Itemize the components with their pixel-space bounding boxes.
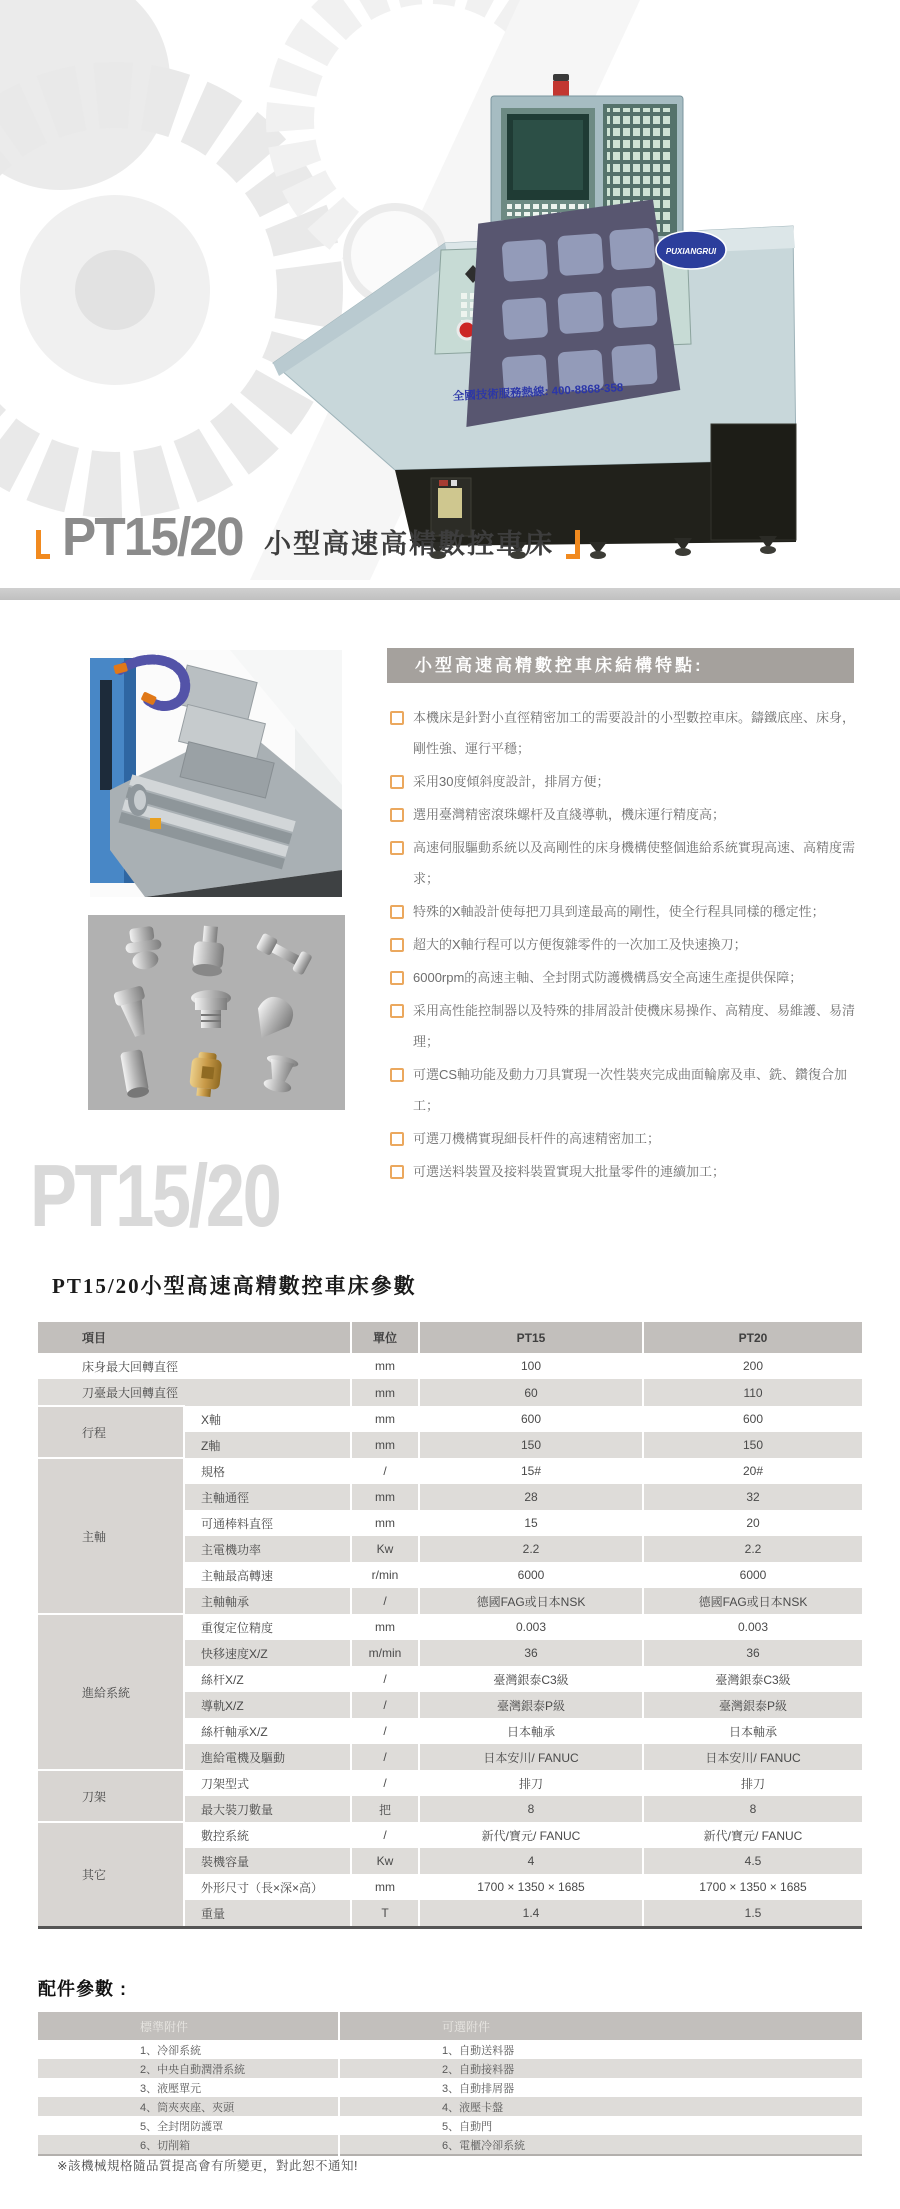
- spec-row: [38, 1614, 862, 1640]
- spec-value-pt20: 150: [643, 1432, 862, 1458]
- spec-item-label: 主電機功率: [184, 1536, 351, 1562]
- spec-value-pt15: 15#: [419, 1458, 643, 1484]
- bullet-square-icon: [390, 905, 404, 919]
- spec-value-pt20: 臺灣銀泰P級: [643, 1692, 862, 1718]
- bullet-square-icon: [390, 775, 404, 789]
- spec-unit: /: [351, 1718, 419, 1744]
- spec-item-label: X軸: [184, 1406, 351, 1432]
- bullet-square-icon: [390, 1132, 404, 1146]
- features-list: [390, 702, 862, 1189]
- spec-value-pt20: 0.003: [643, 1614, 862, 1640]
- feature-text: 可選刀機構實現細長杆件的高速精密加工；: [413, 1131, 661, 1146]
- feature-text: 高速伺服驅動系統以及高剛性的床身機構使整個進給系統實現高速、高精度需求；: [413, 840, 856, 886]
- features-header: 小型高速高精數控車床結構特點:: [387, 648, 854, 683]
- spec-value-pt15: 日本安川/ FANUC: [419, 1744, 643, 1770]
- accessory-header-row: [38, 2012, 862, 2040]
- feature-item: [390, 1123, 862, 1154]
- optional-accessory: 5、自動門: [339, 2116, 862, 2135]
- accessories-section: [38, 2012, 862, 2156]
- spec-value-pt20: 2.2: [643, 1536, 862, 1562]
- spec-item-label: 可通棒料直徑: [184, 1510, 351, 1536]
- spec-item-label: Z軸: [184, 1432, 351, 1458]
- standard-accessory: 4、筒夾夾座、夾頭: [38, 2097, 339, 2116]
- optional-accessory: 3、自動排屑器: [339, 2078, 862, 2097]
- spec-item-label: 重復定位精度: [184, 1614, 351, 1640]
- spec-group-label: 進給系統: [38, 1614, 184, 1770]
- spec-item-label: 刀臺最大回轉直徑: [38, 1379, 351, 1406]
- feature-text: 采用30度傾斜度設計，排屑方便；: [413, 774, 610, 789]
- spec-unit: /: [351, 1458, 419, 1484]
- spec-item-label: 主軸最高轉速: [184, 1562, 351, 1588]
- standard-accessory: 1、冷卻系統: [38, 2040, 339, 2059]
- accessories-table: [38, 2012, 862, 2156]
- standard-accessory: 3、液壓單元: [38, 2078, 339, 2097]
- brand-logo-icon: [656, 231, 726, 269]
- spec-value-pt15: 0.003: [419, 1614, 643, 1640]
- feature-text: 選用臺灣精密滾珠螺杆及直綫導軌，機床運行精度高；: [413, 807, 726, 822]
- spec-value-pt15: 排刀: [419, 1770, 643, 1796]
- specs-section: [38, 1322, 862, 1929]
- accessory-row: [38, 2135, 862, 2155]
- spec-header-row: [38, 1322, 862, 1353]
- spec-value-pt20: 4.5: [643, 1848, 862, 1874]
- spec-unit: r/min: [351, 1562, 419, 1588]
- spec-unit: /: [351, 1588, 419, 1614]
- spec-col-item: 項目: [38, 1322, 351, 1353]
- watermark-text: PT15/20: [30, 1146, 280, 1245]
- product-model: PT15/20: [62, 507, 243, 568]
- spec-row: [38, 1770, 862, 1796]
- hero-section: [0, 0, 900, 600]
- spec-value-pt15: 600: [419, 1406, 643, 1432]
- bullet-square-icon: [390, 841, 404, 855]
- accessory-col-standard: 標準附件: [38, 2012, 339, 2040]
- bullet-square-icon: [390, 1004, 404, 1018]
- accessory-row: [38, 2116, 862, 2135]
- spec-item-label: 規格: [184, 1458, 351, 1484]
- spec-unit: /: [351, 1770, 419, 1796]
- accessory-row: [38, 2078, 862, 2097]
- spec-value-pt15: 100: [419, 1353, 643, 1379]
- spec-value-pt15: 6000: [419, 1562, 643, 1588]
- spec-item-label: 最大裝刀數量: [184, 1796, 351, 1822]
- spec-value-pt15: 36: [419, 1640, 643, 1666]
- accessory-col-optional: 可選附件: [339, 2012, 862, 2040]
- feature-item: [390, 799, 862, 830]
- machined-parts-image: [88, 915, 345, 1110]
- feature-item: [390, 995, 862, 1057]
- spec-unit: mm: [351, 1432, 419, 1458]
- right-bracket-icon: [566, 530, 580, 559]
- feature-text: 特殊的X軸設計使每把刀具到達最高的剛性，使全行程具同樣的穩定性；: [413, 904, 825, 919]
- spec-group-label: 刀架: [38, 1770, 184, 1822]
- feature-item: [390, 962, 862, 993]
- spec-value-pt15: 2.2: [419, 1536, 643, 1562]
- spec-value-pt15: 1.4: [419, 1900, 643, 1928]
- spec-row: [38, 1379, 862, 1406]
- hotline-text: 全國技術服務熱線: 400-8868-358: [452, 382, 624, 403]
- spec-value-pt20: 200: [643, 1353, 862, 1379]
- optional-accessory: 6、電櫃冷卻系統: [339, 2135, 862, 2155]
- spec-value-pt20: 20#: [643, 1458, 862, 1484]
- optional-accessory: 4、液壓卡盤: [339, 2097, 862, 2116]
- spec-unit: mm: [351, 1510, 419, 1536]
- feature-item: [390, 1156, 862, 1187]
- spec-group-label: 行程: [38, 1406, 184, 1458]
- spec-value-pt20: 110: [643, 1379, 862, 1406]
- spec-unit: T: [351, 1900, 419, 1928]
- spec-item-label: 數控系統: [184, 1822, 351, 1848]
- section-divider: [0, 588, 900, 600]
- bullet-square-icon: [390, 938, 404, 952]
- spec-value-pt15: 4: [419, 1848, 643, 1874]
- spec-value-pt15: 臺灣銀泰P級: [419, 1692, 643, 1718]
- spec-value-pt15: 150: [419, 1432, 643, 1458]
- spec-unit: mm: [351, 1379, 419, 1406]
- specs-table: [38, 1322, 862, 1929]
- spec-value-pt20: 日本安川/ FANUC: [643, 1744, 862, 1770]
- spec-unit: /: [351, 1822, 419, 1848]
- spec-row: [38, 1406, 862, 1432]
- spec-value-pt20: 新代/寶元/ FANUC: [643, 1822, 862, 1848]
- footer-note: ※該機械規格隨品質提高會有所變更，對此恕不通知!: [57, 2159, 358, 2173]
- spec-value-pt15: 日本軸承: [419, 1718, 643, 1744]
- spec-unit: Kw: [351, 1536, 419, 1562]
- spec-item-label: 重量: [184, 1900, 351, 1928]
- spec-value-pt20: 600: [643, 1406, 862, 1432]
- bullet-square-icon: [390, 711, 404, 725]
- spec-item-label: 裝機容量: [184, 1848, 351, 1874]
- bullet-square-icon: [390, 1165, 404, 1179]
- spec-item-label: 主軸通徑: [184, 1484, 351, 1510]
- spec-unit: mm: [351, 1874, 419, 1900]
- spec-group-label: 主軸: [38, 1458, 184, 1614]
- spec-unit: /: [351, 1666, 419, 1692]
- standard-accessory: 5、全封閉防護罩: [38, 2116, 339, 2135]
- spec-unit: /: [351, 1744, 419, 1770]
- bullet-square-icon: [390, 1068, 404, 1082]
- spec-value-pt20: 日本軸承: [643, 1718, 862, 1744]
- standard-accessory: 6、切削箱: [38, 2135, 339, 2155]
- spec-value-pt20: 8: [643, 1796, 862, 1822]
- feature-text: 可選送料裝置及接料裝置實現大批量零件的連續加工；: [413, 1164, 726, 1179]
- spec-value-pt20: 20: [643, 1510, 862, 1536]
- spec-value-pt20: 1.5: [643, 1900, 862, 1928]
- accessories-title: 配件參數 :: [38, 1979, 127, 1999]
- feature-text: 本機床是針對小直徑精密加工的需要設計的小型數控車床。鑄鐵底座、床身，剛性強、運行平穩；: [413, 710, 856, 756]
- feature-item: [390, 1059, 862, 1121]
- spec-item-label: 床身最大回轉直徑: [38, 1353, 351, 1379]
- spec-value-pt15: 1700 × 1350 × 1685: [419, 1874, 643, 1900]
- spec-row: [38, 1822, 862, 1848]
- spec-unit: /: [351, 1692, 419, 1718]
- left-bracket-icon: [36, 530, 50, 559]
- spec-unit: m/min: [351, 1640, 419, 1666]
- spec-item-label: 快移速度X/Z: [184, 1640, 351, 1666]
- product-subtitle: 小型高速高精數控車床: [264, 529, 555, 559]
- feature-item: [390, 766, 862, 797]
- spec-value-pt15: 臺灣銀泰C3級: [419, 1666, 643, 1692]
- product-title: [36, 505, 580, 568]
- machine-interior-image: [90, 650, 342, 897]
- spec-unit: Kw: [351, 1848, 419, 1874]
- spec-table-body: [38, 1353, 862, 1928]
- spec-row: [38, 1353, 862, 1379]
- specs-title: PT15/20小型高速高精數控車床參數: [52, 1274, 417, 1298]
- spec-item-label: 導軌X/Z: [184, 1692, 351, 1718]
- spec-item-label: 刀架型式: [184, 1770, 351, 1796]
- spec-value-pt15: 8: [419, 1796, 643, 1822]
- spec-value-pt20: 臺灣銀泰C3級: [643, 1666, 862, 1692]
- spec-item-label: 外形尺寸（長×深×高）: [184, 1874, 351, 1900]
- feature-text: 超大的X軸行程可以方便復雜零件的一次加工及快速換刀；: [413, 937, 747, 952]
- spec-value-pt15: 60: [419, 1379, 643, 1406]
- feature-text: 可選CS軸功能及動力刀具實現一次性裝夾完成曲面輪廓及車、銑、鑽復合加工；: [413, 1067, 848, 1113]
- optional-accessory: 1、自動送料器: [339, 2040, 862, 2059]
- optional-accessory: 2、自動接料器: [339, 2059, 862, 2078]
- spec-value-pt15: 新代/寶元/ FANUC: [419, 1822, 643, 1848]
- spec-unit: mm: [351, 1614, 419, 1640]
- accessory-row: [38, 2040, 862, 2059]
- feature-text: 6000rpm的高速主軸、全封閉式防護機構爲安全高速生產提供保障；: [413, 970, 803, 985]
- spec-item-label: 主軸軸承: [184, 1588, 351, 1614]
- feature-item: [390, 702, 862, 764]
- spec-value-pt20: 32: [643, 1484, 862, 1510]
- feature-item: [390, 929, 862, 960]
- spec-value-pt20: 6000: [643, 1562, 862, 1588]
- accessory-row: [38, 2059, 862, 2078]
- spec-value-pt20: 36: [643, 1640, 862, 1666]
- spec-value-pt15: 德國FAG或日本NSK: [419, 1588, 643, 1614]
- spec-col-pt20: PT20: [643, 1322, 862, 1353]
- spec-item-label: 進給電機及驅動: [184, 1744, 351, 1770]
- standard-accessory: 2、中央自動潤滑系統: [38, 2059, 339, 2078]
- spec-col-pt15: PT15: [419, 1322, 643, 1353]
- spec-col-unit: 單位: [351, 1322, 419, 1353]
- machine-photo: [263, 68, 803, 563]
- spec-value-pt20: 德國FAG或日本NSK: [643, 1588, 862, 1614]
- spec-value-pt20: 排刀: [643, 1770, 862, 1796]
- spec-unit: mm: [351, 1406, 419, 1432]
- bullet-square-icon: [390, 971, 404, 985]
- spec-unit: 把: [351, 1796, 419, 1822]
- spec-item-label: 絲杆軸承X/Z: [184, 1718, 351, 1744]
- feature-item: [390, 896, 862, 927]
- spec-unit: mm: [351, 1353, 419, 1379]
- spec-group-label: 其它: [38, 1822, 184, 1928]
- spec-value-pt15: 28: [419, 1484, 643, 1510]
- bullet-square-icon: [390, 808, 404, 822]
- spec-value-pt20: 1700 × 1350 × 1685: [643, 1874, 862, 1900]
- spec-row: [38, 1458, 862, 1484]
- feature-text: 采用高性能控制器以及特殊的排屑設計使機床易操作、高精度、易維護、易清理；: [413, 1003, 856, 1049]
- spec-value-pt15: 15: [419, 1510, 643, 1536]
- spec-item-label: 絲杆X/Z: [184, 1666, 351, 1692]
- logo-text: PUXIANGRUI: [665, 247, 717, 256]
- accessory-row: [38, 2097, 862, 2116]
- feature-item: [390, 832, 862, 894]
- spec-unit: mm: [351, 1484, 419, 1510]
